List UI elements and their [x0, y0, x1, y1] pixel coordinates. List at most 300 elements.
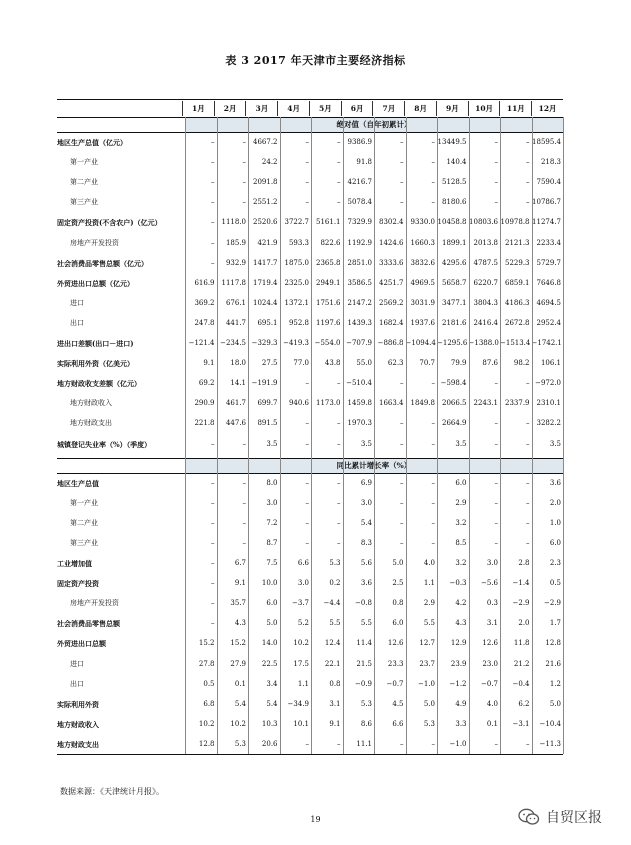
table-cell: 3722.7 [284, 218, 309, 227]
table-cell: 0.5 [549, 579, 561, 588]
table-cell: – [526, 158, 530, 167]
table-cell: 6220.7 [473, 278, 498, 287]
table-cell: – [400, 198, 404, 207]
table-cell: – [211, 498, 215, 507]
table-cell: – [211, 138, 215, 146]
table-cell: – [494, 198, 498, 207]
table-cell: – [494, 478, 498, 487]
table-cell: 1660.3 [410, 238, 435, 247]
table-cell: 2233.4 [536, 238, 561, 247]
table-cell: 2.0 [549, 498, 561, 507]
table-row [57, 438, 563, 451]
table-cell: – [305, 518, 309, 527]
table-cell: 6.0 [549, 538, 561, 547]
table-cell: 932.9 [225, 258, 246, 267]
table-cell: 7.2 [266, 518, 278, 527]
table-cell: 12.7 [419, 639, 435, 648]
table-cell: 0.1 [486, 719, 498, 728]
table-cell: −2.9 [512, 599, 530, 608]
table-cell: – [211, 599, 215, 608]
table-cell: 3282.2 [536, 419, 561, 428]
table-cell: 77.0 [293, 359, 309, 368]
table-cell: 1192.9 [347, 238, 372, 247]
table-cell: 12.9 [450, 639, 467, 648]
table-cell: – [431, 739, 435, 748]
table-cell: 3.5 [266, 439, 278, 448]
table-cell: 2091.8 [253, 178, 278, 187]
table-cell: 5229.3 [505, 258, 530, 267]
table-cell: – [337, 739, 341, 748]
table-cell: – [400, 538, 404, 547]
row-label: 地方财政收支差额（亿元） [57, 379, 141, 389]
table-cell: – [431, 198, 435, 207]
table-cell: 3.2 [455, 559, 467, 567]
table-cell: 5.0 [423, 699, 435, 708]
table-cell: 9.1 [329, 719, 341, 728]
table-row [57, 257, 563, 270]
table-cell: – [211, 538, 215, 547]
table-cell: – [337, 518, 341, 527]
table-cell: −329.3 [251, 339, 278, 347]
table-cell: 55.0 [356, 359, 372, 368]
table-cell: 3.0 [297, 579, 309, 588]
table-cell: 10.1 [293, 719, 309, 728]
table-cell: 447.6 [225, 419, 246, 428]
table-cell: – [526, 379, 530, 388]
table-cell: 5.5 [329, 619, 341, 628]
table-cell: 4.2 [455, 599, 467, 608]
table-cell: 8302.4 [379, 218, 404, 227]
table-cell: – [337, 138, 341, 146]
table-cell: – [211, 198, 215, 207]
table-cell: 2664.9 [442, 419, 467, 428]
row-label: 工业增加值 [57, 559, 92, 568]
table-cell: −554.0 [314, 339, 341, 347]
table-cell: – [431, 439, 435, 448]
table-cell: 4787.5 [473, 258, 498, 267]
table-cell: – [431, 178, 435, 187]
table-cell: −1.2 [449, 679, 467, 688]
table-cell: 4.3 [234, 619, 246, 628]
table-cell: 24.2 [261, 158, 278, 167]
table-row [57, 156, 563, 169]
month-header-cell: 1月 [182, 101, 214, 116]
row-label: 地方财政收入 [70, 399, 112, 408]
wechat-icon [518, 808, 540, 826]
table-cell: 290.9 [194, 399, 215, 408]
table-cell: – [400, 178, 404, 187]
table-cell: – [337, 379, 341, 388]
table-cell: 0.3 [486, 599, 498, 608]
table-cell: – [337, 478, 341, 487]
table-cell: 0.8 [392, 599, 404, 608]
table-cell: 5.0 [549, 699, 561, 708]
table-cell: – [211, 158, 215, 167]
table-cell: 616.9 [194, 278, 215, 287]
table-cell: – [242, 138, 246, 146]
table-cell: – [494, 379, 498, 388]
row-label: 地方财政支出 [70, 419, 112, 428]
table-cell: 8.3 [360, 538, 372, 547]
table-cell: 91.8 [356, 158, 372, 167]
table-cell: 14.1 [230, 379, 246, 388]
table-cell: 14.0 [261, 639, 278, 648]
table-cell: – [305, 478, 309, 487]
table-cell: 22.1 [324, 659, 341, 668]
table-cell: 1.1 [297, 679, 309, 688]
table-cell: 20.6 [261, 739, 278, 748]
table-cell: – [211, 518, 215, 527]
table-cell: – [400, 439, 404, 448]
table-cell: – [305, 538, 309, 547]
table-cell: 10.2 [230, 719, 246, 728]
month-header-cell: 7月 [372, 101, 404, 116]
table-cell: 1970.3 [347, 419, 372, 428]
table-row [57, 658, 563, 671]
table-cell: 6.0 [455, 478, 467, 487]
table-cell: 5078.4 [347, 198, 372, 207]
month-header-cell: 2月 [214, 101, 246, 116]
table-cell: – [337, 538, 341, 547]
table-cell: 11274.7 [532, 218, 561, 227]
table-cell: 79.9 [450, 359, 467, 368]
table-cell: – [242, 439, 246, 448]
table-cell: – [337, 419, 341, 428]
table-row [57, 357, 563, 370]
table-cell: 1719.4 [253, 278, 278, 287]
table-cell: 2949.1 [316, 278, 341, 287]
table-cell: – [305, 439, 309, 448]
table-cell: 2416.4 [473, 318, 498, 327]
table-cell: 27.9 [230, 659, 246, 668]
table-cell: 1751.6 [316, 298, 341, 307]
row-label: 地方财政收入 [57, 719, 99, 729]
table-cell: 11.4 [356, 639, 372, 648]
table-cell: – [526, 739, 530, 748]
table-cell: 10803.6 [469, 218, 498, 227]
table-cell: 1439.3 [347, 318, 372, 327]
table-cell: 8.6 [360, 719, 372, 728]
table-cell: 2337.9 [505, 399, 530, 408]
table-cell: 3.3 [455, 719, 467, 728]
table-top-rule [57, 99, 563, 100]
table-cell: – [211, 579, 215, 588]
table-cell: 4.5 [392, 699, 404, 708]
table-cell: 4295.6 [442, 258, 467, 267]
table-cell: 15.2 [230, 639, 246, 648]
table-cell: 7329.9 [347, 218, 372, 227]
table-cell: 10458.8 [437, 218, 467, 227]
table-cell: 2181.6 [442, 318, 467, 327]
table-cell: 3.1 [329, 699, 341, 708]
month-header-cell: 12月 [531, 101, 563, 116]
table-cell: 3.1 [486, 619, 498, 628]
table-cell: – [494, 739, 498, 748]
table-cell: 1937.6 [410, 318, 435, 327]
table-cell: 98.2 [513, 359, 530, 368]
table-cell: 7.5 [266, 559, 278, 567]
table-cell: 9.1 [203, 359, 215, 368]
table-cell: 9386.9 [347, 138, 372, 146]
table-cell: −1094.4 [405, 339, 436, 347]
table-cell: 3.6 [549, 478, 561, 487]
table-cell: 18595.4 [532, 138, 561, 146]
table-cell: – [431, 478, 435, 487]
table-cell: −1.0 [449, 739, 467, 748]
table-cell: – [337, 158, 341, 167]
table-cell: – [494, 138, 498, 146]
table-row [57, 497, 563, 510]
table-cell: −2.9 [544, 599, 561, 608]
table-row [57, 397, 563, 410]
table-cell: 1.2 [549, 679, 561, 688]
table-row [57, 417, 563, 430]
table-cell: 3031.9 [410, 298, 435, 307]
table-cell: −1742.1 [531, 339, 562, 347]
table-cell: – [494, 158, 498, 167]
section-rule [57, 473, 563, 474]
table-cell: – [337, 178, 341, 187]
table-cell: −10.4 [539, 719, 561, 728]
table-cell: 5729.7 [536, 258, 561, 267]
table-cell: 2243.1 [473, 399, 498, 408]
row-label: 固定资产投资 [57, 579, 99, 589]
table-cell: 2013.8 [473, 238, 498, 247]
table-cell: – [211, 178, 215, 187]
table-cell: 1663.4 [379, 399, 404, 408]
table-cell: – [242, 158, 246, 167]
table-row [57, 477, 563, 490]
table-cell: 3.0 [266, 498, 278, 507]
table-cell: 5.6 [360, 559, 372, 567]
table-cell: 11.8 [513, 639, 530, 648]
table-cell: 1117.8 [221, 278, 246, 287]
table-cell: 2.3 [549, 559, 561, 567]
table-title: 表 3 2017 年天津市主要经济指标 [225, 54, 406, 67]
table-cell: 461.7 [225, 399, 246, 408]
table-cell: 1682.4 [379, 318, 404, 327]
row-label: 实际利用外资（亿美元） [57, 359, 134, 369]
table-cell: 6.0 [266, 599, 278, 608]
table-cell: – [431, 538, 435, 547]
row-label: 房地产开发投资 [70, 238, 119, 247]
table-cell: 2952.4 [536, 318, 561, 327]
table-cell: 6859.1 [505, 278, 530, 287]
month-header-cell: 8月 [404, 101, 436, 116]
row-label: 实际利用外资 [57, 699, 99, 709]
table-cell: 5.4 [234, 699, 246, 708]
table-cell: −3.7 [292, 599, 309, 608]
table-cell: −0.9 [355, 679, 372, 688]
table-cell: 247.8 [194, 318, 215, 327]
table-cell: 1.0 [549, 518, 561, 527]
table-cell: 22.5 [261, 659, 278, 668]
table-cell: 1849.8 [410, 399, 435, 408]
table-cell: – [526, 478, 530, 487]
table-cell: 9.1 [234, 579, 246, 588]
table-cell: – [305, 198, 309, 207]
month-header-row [57, 101, 563, 116]
table-cell: 9330.0 [410, 218, 435, 227]
table-cell: 4186.3 [505, 298, 530, 307]
table-cell: 15.2 [198, 639, 215, 648]
table-cell: 12.4 [324, 639, 341, 648]
table-cell: – [211, 238, 215, 247]
table-cell: 21.6 [545, 659, 561, 668]
table-cell: 441.7 [225, 318, 246, 327]
table-cell: 106.1 [540, 359, 561, 368]
table-row [57, 617, 563, 630]
section-rule [57, 132, 563, 133]
row-label: 第三产业 [70, 538, 98, 547]
table-cell: – [400, 518, 404, 527]
table-cell: – [494, 538, 498, 547]
table-cell: – [526, 538, 530, 547]
table-cell: 5161.1 [316, 218, 341, 227]
table-cell: −1.4 [512, 579, 530, 588]
table-cell: 1417.7 [253, 258, 278, 267]
table-cell: 2.5 [392, 579, 404, 588]
table-cell: 12.6 [482, 639, 498, 648]
month-header-cell: 5月 [309, 101, 341, 116]
table-cell: 1118.0 [221, 218, 246, 227]
table-cell: 140.4 [446, 158, 467, 167]
row-label: 第三产业 [70, 198, 98, 207]
watermark [518, 807, 602, 827]
table-cell: – [400, 478, 404, 487]
table-cell: 3.5 [549, 439, 561, 448]
table-cell: 2066.5 [442, 399, 467, 408]
table-cell: 3804.3 [473, 298, 498, 307]
table-cell: −34.9 [287, 699, 309, 708]
table-bottom-rule [57, 754, 563, 755]
table-cell: −5.6 [481, 579, 498, 588]
column-rule [500, 117, 501, 754]
table-row [57, 317, 563, 330]
table-cell: – [431, 158, 435, 167]
table-cell: 1372.1 [284, 298, 309, 307]
table-cell: 4251.7 [379, 278, 404, 287]
table-cell: 12.8 [545, 639, 561, 648]
table-cell: 27.8 [198, 659, 215, 668]
table-cell: 369.2 [194, 298, 215, 307]
table-cell: 3.4 [266, 679, 278, 688]
table-row [57, 277, 563, 290]
table-cell: 2121.3 [505, 238, 530, 247]
table-cell: 3.5 [455, 439, 467, 448]
table-cell: 1875.0 [284, 258, 309, 267]
table-cell: 5.3 [329, 559, 341, 567]
table-cell: 185.9 [225, 238, 246, 247]
table-cell: 2147.2 [347, 298, 372, 307]
table-row [57, 557, 563, 570]
table-cell: −3.1 [512, 719, 530, 728]
table-cell: −0.3 [449, 579, 467, 588]
table-cell: −1295.6 [437, 339, 468, 347]
table-cell: 6.9 [360, 478, 372, 487]
source-note: 数据来源：《天津统计月报》。 [60, 787, 164, 796]
table-row [57, 297, 563, 310]
table-cell: 5.5 [360, 619, 372, 628]
table-cell: 5.2 [297, 619, 309, 628]
table-cell: 23.7 [419, 659, 435, 668]
table-cell: – [526, 198, 530, 207]
table-cell: 2365.8 [316, 258, 341, 267]
table-cell: 2672.8 [505, 318, 530, 327]
table-cell: 2520.6 [253, 218, 278, 227]
table-cell: 5128.5 [442, 178, 467, 187]
table-cell: 3586.5 [347, 278, 372, 287]
table-row [57, 337, 563, 350]
table-cell: – [494, 439, 498, 448]
table-cell: – [431, 419, 435, 428]
table-cell: – [400, 419, 404, 428]
table-cell: −1388.0 [468, 339, 499, 347]
table-cell: – [242, 178, 246, 187]
table-cell: 7646.8 [536, 278, 561, 287]
table-cell: 18.0 [230, 359, 246, 368]
table-cell: 676.1 [225, 298, 246, 307]
table-row [57, 577, 563, 590]
table-cell: – [400, 739, 404, 748]
table-cell: −0.8 [355, 599, 372, 608]
table-cell: 10.2 [293, 639, 309, 648]
table-cell: – [526, 518, 530, 527]
column-rule [343, 117, 344, 754]
column-rule [469, 117, 470, 754]
table-cell: – [305, 419, 309, 428]
table-cell: −11.3 [539, 739, 561, 748]
table-cell: 4.3 [455, 619, 467, 628]
month-header-cell: 11月 [499, 101, 531, 116]
table-cell: 0.1 [234, 679, 246, 688]
table-cell: 221.8 [194, 419, 215, 428]
column-rule [374, 117, 375, 754]
table-cell: – [526, 138, 530, 146]
table-cell: 1459.8 [347, 399, 372, 408]
table-cell: 3.0 [486, 559, 498, 567]
table-cell: 822.6 [320, 238, 341, 247]
table-cell: – [494, 518, 498, 527]
table-cell: −707.9 [346, 339, 372, 347]
table-cell: – [211, 439, 215, 448]
table-cell: 21.5 [356, 659, 372, 668]
table-cell: – [494, 419, 498, 428]
table-row [57, 678, 563, 691]
table-cell: 593.3 [288, 238, 309, 247]
table-row [57, 216, 563, 229]
table-cell: 43.8 [324, 359, 341, 368]
table-cell: 6.6 [297, 559, 309, 567]
table-cell: −191.9 [251, 379, 278, 388]
table-cell: – [305, 739, 309, 748]
table-cell: 5.4 [266, 699, 278, 708]
table-cell: 2551.2 [253, 198, 278, 207]
table-cell: 8180.6 [442, 198, 467, 207]
table-cell: 10.0 [261, 579, 278, 588]
table-cell: – [431, 379, 435, 388]
table-cell: 2.0 [518, 619, 530, 628]
column-rule [563, 117, 564, 754]
row-label: 第二产业 [70, 178, 98, 187]
table-cell: 695.1 [257, 318, 278, 327]
row-label: 地区生产总值 [57, 478, 99, 488]
column-rule [406, 117, 407, 754]
table-cell: 1.1 [423, 579, 435, 588]
table-cell: – [305, 178, 309, 187]
table-cell: 218.3 [540, 158, 561, 167]
table-cell: 4667.2 [253, 138, 278, 146]
